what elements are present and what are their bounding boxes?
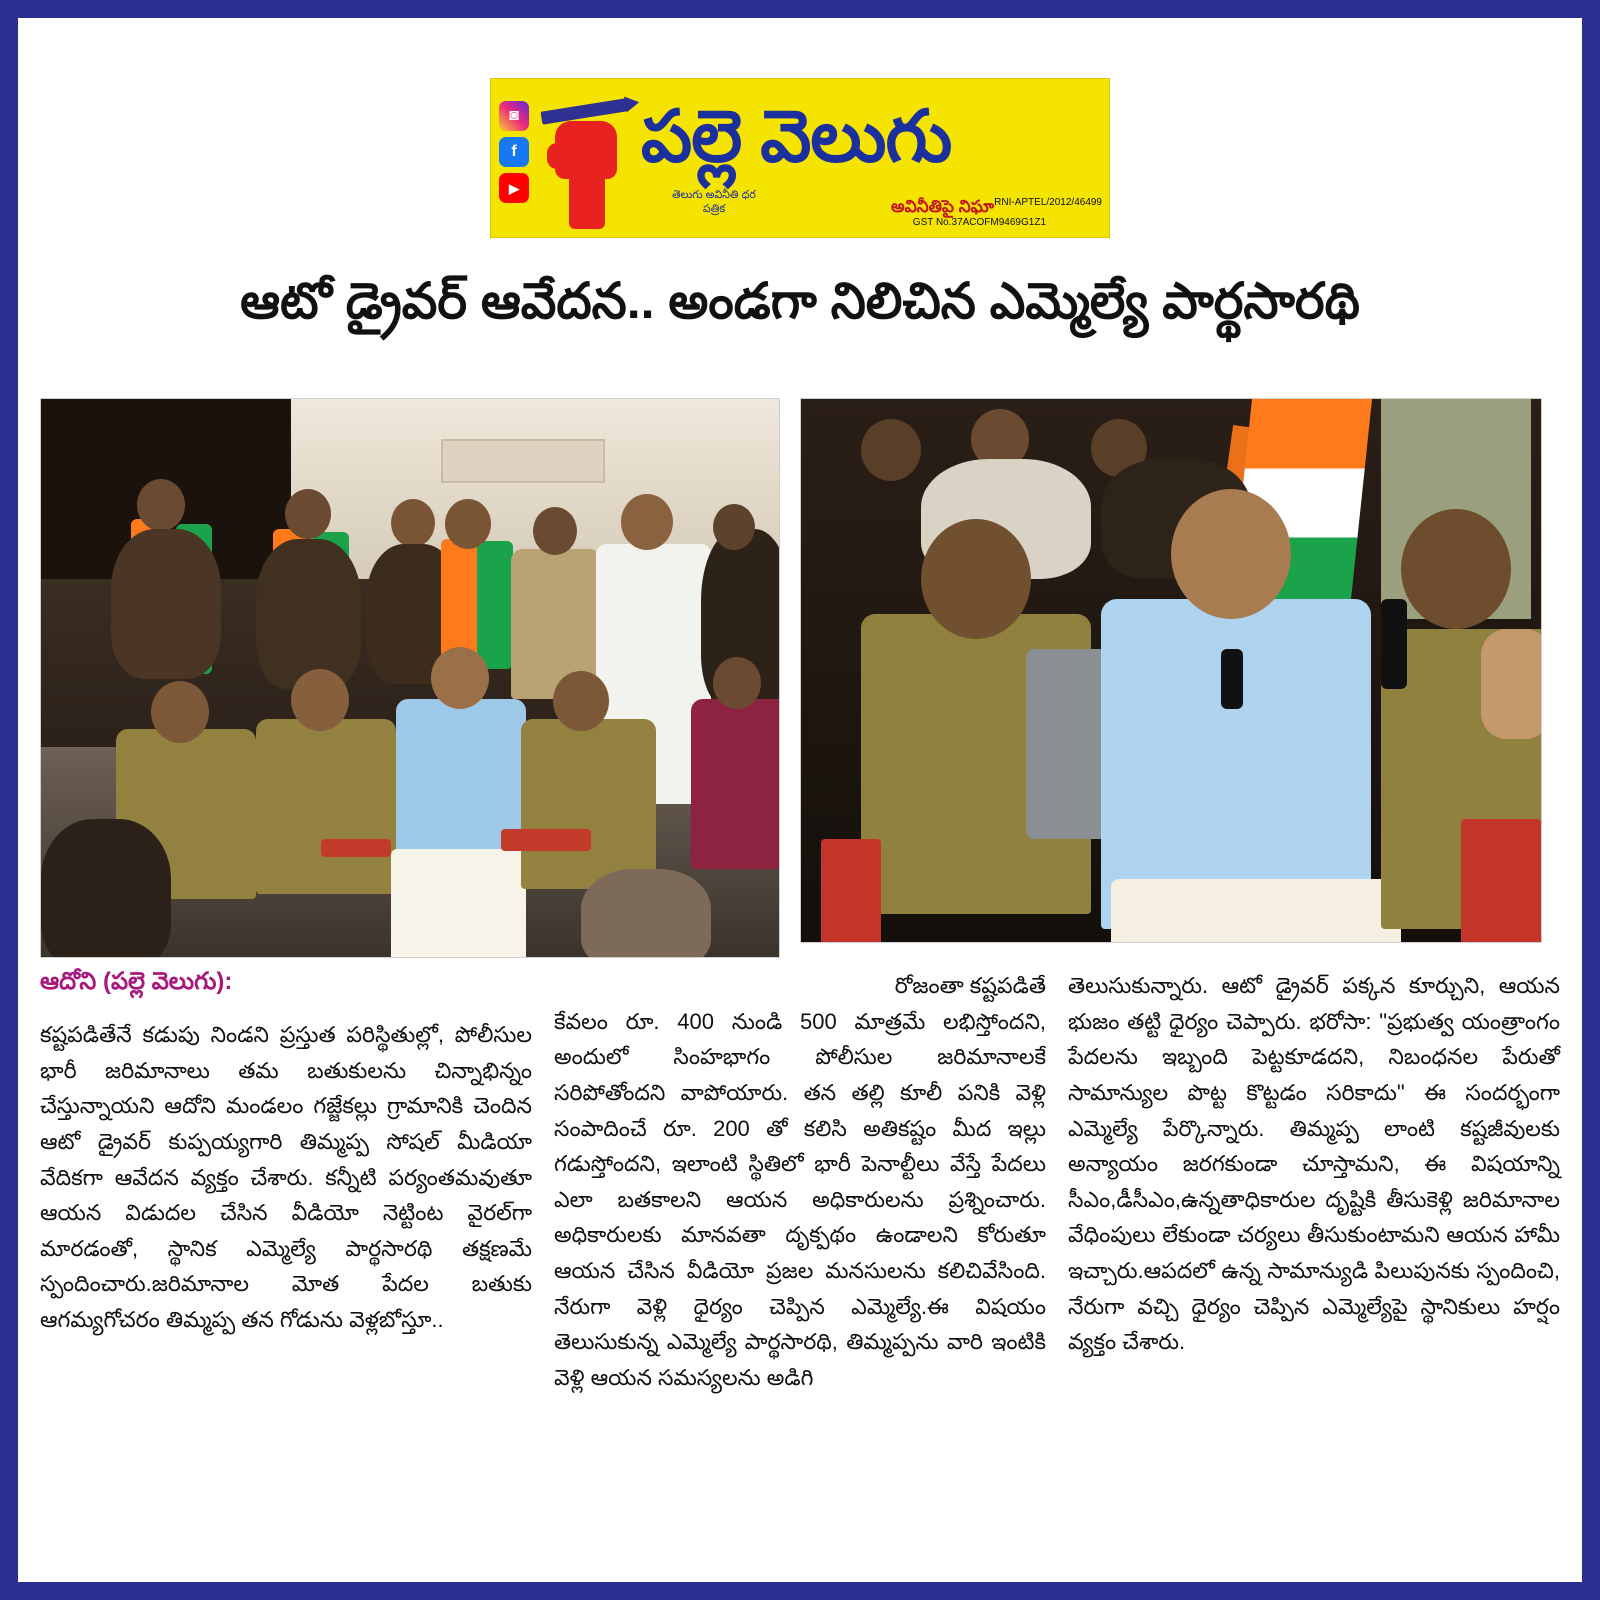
publication-subtitle: తెలుగు అవినీతి ధర పత్రిక bbox=[672, 189, 756, 215]
article-paragraph-3: తెలుసుకున్నారు. ఆటో డ్రైవర్ పక్కన కూర్చుని, ఆయన భుజం తట్టి ధైర్యం చెప్పారు. భరోసా: "ప్రభుత్వ యంత్రాంగం పేదలను ఇబ్బంది పెట్టకూడదని, నిబంధనల పేరుతో సామాన్యుల పొట్ట కొట్టడం సరికాదు" ఈ సందర్భంగా ఎమ్మెల్యే పేర్కొన్నారు. తిమ్మప్ప లాంటి కష్టజీవులకు అన్యాయం జరగకుండా చూస్తామని, ఈ విషయాన్ని సీఎం,డీసీఎం,ఉన్నతాధికారుల దృష్టికి తీసుకెళ్లి జరిమానాల వేధింపులు లేకుండా చర్యలు తీసుకుంటామని ఆయన హామీ ఇచ్చారు.ఆపదలో ఉన్న సామాన్యుడి పిలుపునకు స్పందించి, నేరుగా వచ్చి ధైర్యం చెప్పిన ఎమ్మెల్యేపై స్థానికులు హర్షం వ్యక్తం చేశారు. bbox=[1068, 973, 1560, 1355]
article-column-2 bbox=[554, 968, 1046, 1488]
newspaper-page bbox=[18, 18, 1582, 1582]
publication-title: పల్లె వెలుగు bbox=[641, 97, 952, 177]
social-icons bbox=[499, 101, 533, 203]
fist-thumb bbox=[547, 143, 569, 169]
article-body bbox=[40, 968, 1560, 1488]
article-dateline: ఆదోని (పల్లె వెలుగు): bbox=[40, 968, 233, 995]
fist-with-pen-logo bbox=[539, 91, 631, 231]
article-column-3 bbox=[1068, 968, 1560, 1488]
photo-row bbox=[40, 398, 1560, 958]
photo-mla-sitting-with-auto-drivers bbox=[40, 398, 780, 958]
youtube-icon[interactable]: ▶ bbox=[499, 173, 529, 203]
masthead-container bbox=[18, 78, 1582, 238]
article-paragraph-2: కేవలం రూ. 400 నుండి 500 మాత్రమే లభిస్తోందని, అందులో సింహభాగం పోలీసుల జరిమానాలకే సరిపోతోందని వాపోయారు. తన తల్లి కూలీ పనికి వెళ్లి సంపాదించే రూ. 200 తో కలిసి అతికష్టం మీద ఇల్లు గడుస్తోందని, ఇలాంటి స్థితిలో భారీ పెనాల్టీలు వేస్తే పేదలు ఎలా బతకాలని ఆయన అధికారులను ప్రశ్నించారు. అధికారులకు మానవతా దృక్పథం ఉండాలని కోరుతూ ఆయన చేసిన వీడియో ప్రజల మనసులను కలిచివేసింది. నేరుగా వెళ్లి ధైర్యం చెప్పిన ఎమ్మెల్యే.ఈ విషయం తెలుసుకున్న ఎమ్మెల్యే పార్థసారథి, తిమ్మప్పను వారి ఇంటికి వెళ్లి ఆయన సమస్యలను అడిగి bbox=[554, 1008, 1046, 1390]
gst-number: GST No.37ACOFM9469G1Z1 bbox=[912, 217, 1046, 228]
photo-mla-consoling-driver bbox=[800, 398, 1542, 943]
masthead bbox=[490, 78, 1110, 238]
rni-number: RNI-APTEL/2012/46499 bbox=[994, 197, 1102, 208]
facebook-icon[interactable]: f bbox=[499, 137, 529, 167]
article-paragraph-1: కష్టపడితేనే కడుపు నిండని ప్రస్తుత పరిస్థితుల్లో, పోలీసుల భారీ జరిమానాలు తమ బతుకులను చిన్నాభిన్నం చేస్తున్నాయని ఆదోని మండలం గజ్జేకల్లు గ్రామానికి చెందిన ఆటో డ్రైవర్ కుప్పయ్యగారి తిమ్మప్ప సోషల్ మీడియా వేదికగా ఆవేదన వ్యక్తం చేశారు. కన్నీటి పర్యంతమవుతూ ఆయన విడుదల చేసిన వీడియో నెట్టింట వైరల్‌గా మారడంతో, స్థానిక ఎమ్మెల్యే పార్థసారథి తక్షణమే స్పందించారు.జరిమానాల మోత పేదల బతుకు ఆగమ్యగోచరం తిమ్మప్ప తన గోడును వెళ్లబోస్తూ.. bbox=[40, 1022, 532, 1332]
publication-tagline: అవినీతిపై నిఘా bbox=[891, 197, 995, 216]
page-headline: ఆటో డ్రైవర్ ఆవేదన.. అండగా నిలిచిన ఎమ్మెల్యే పార్థసారథి bbox=[240, 273, 1360, 329]
article-paragraph-2-lead: రోజంతా కష్టపడితే bbox=[894, 973, 1046, 998]
article-column-1 bbox=[40, 968, 532, 1488]
instagram-icon[interactable]: ◙ bbox=[499, 101, 529, 131]
masthead-text-block bbox=[641, 85, 1106, 235]
